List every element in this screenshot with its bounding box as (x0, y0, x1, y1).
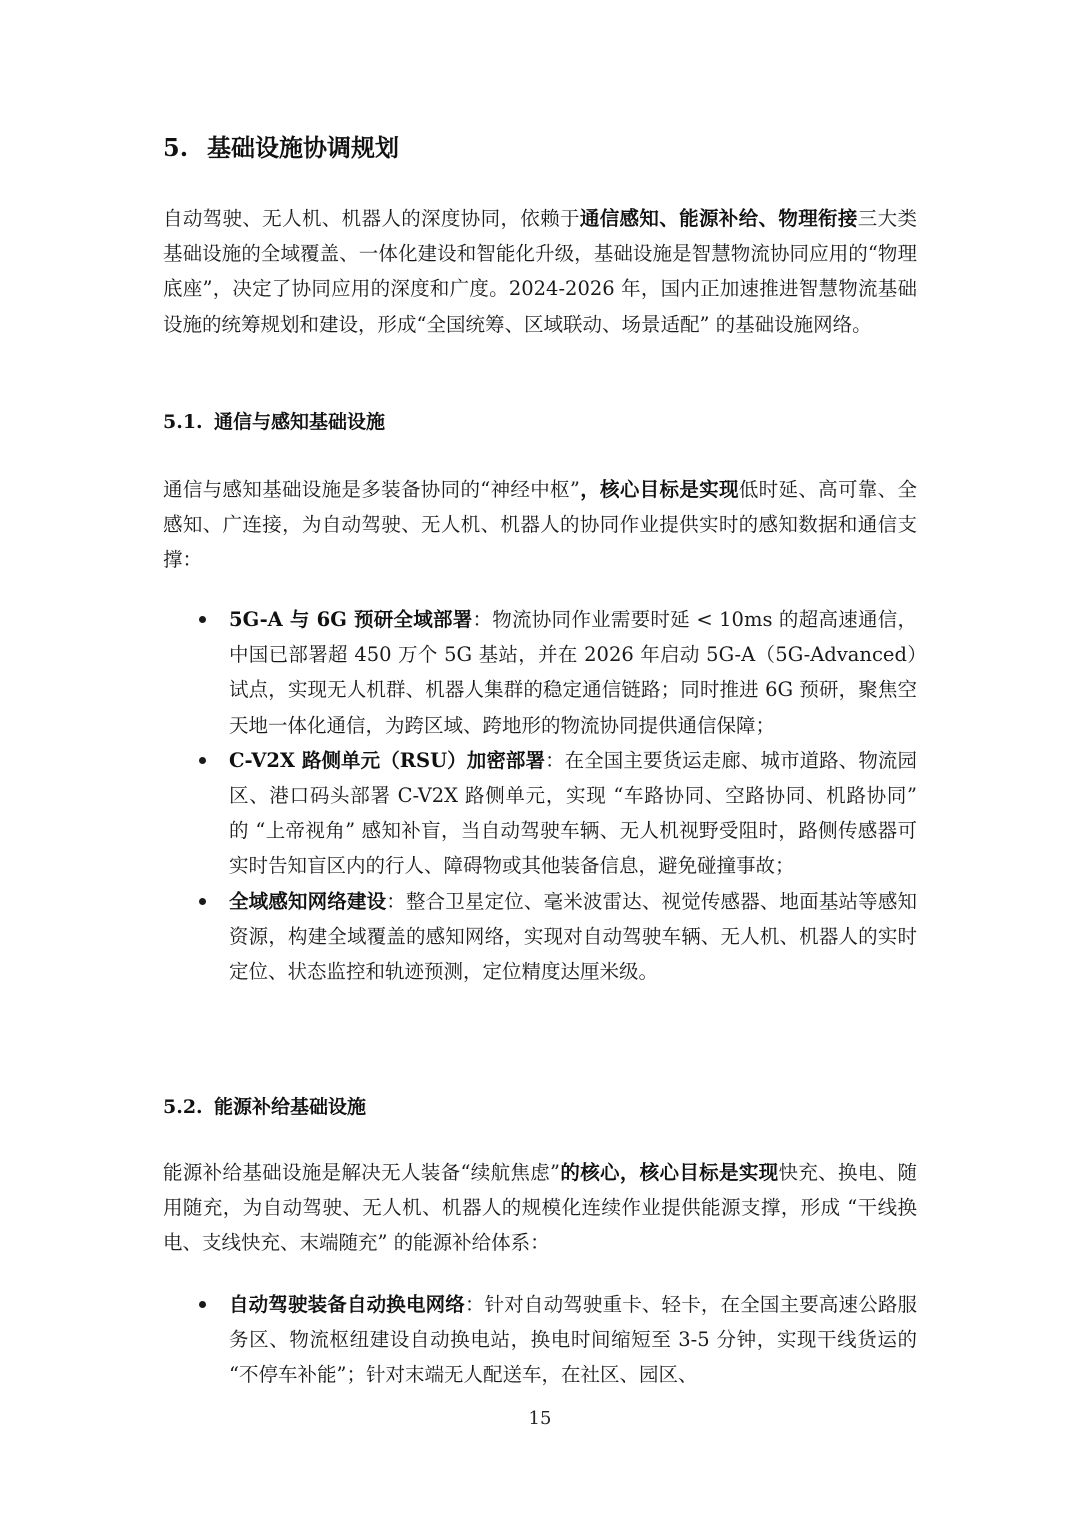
list-item (163, 743, 917, 884)
intro-text-continued: 快充、换电、随用随充，为自动驾驶、无人机、机器人的规模化连续作业提供能源支撑，形成 “干线换电、支线快充、末端随充” 的能源补给体系： (163, 1161, 917, 1255)
list-item-text: ：物流协同作业需要时延 < 10ms 的超高速通信，中国已部署超 450 万个 5G 基站，并在 2026 年启动 5G-A（5G-Advanced）试点，实现无人机群、机器人集群的稳定通信链路；同时推进 6G 预研，聚焦空天地一体化通信，为跨区域、跨地形的物流协同提供通信保障； (229, 608, 917, 737)
list-item-text: ：在全国主要货运走廊、城市道路、物流园区、港口码头部署 C-V2X 路侧单元，实现 “车路协同、空路协同、机路协同” 的 “上帝视角” 感知补盲，当自动驾驶车辆、无人机视野受阻时，路侧传感器可实时告知盲区内的行人、障碍物或其他装备信息，避免碰撞事故； (229, 748, 917, 878)
subsection-5-1-intro-paragraph (163, 472, 917, 578)
energy-infrastructure-list (163, 1287, 917, 1393)
bullet-icon (199, 1301, 206, 1308)
list-item (163, 1287, 917, 1393)
subsection-heading-5-2 (163, 1092, 366, 1122)
list-item (163, 602, 917, 743)
communication-infrastructure-list (163, 602, 917, 989)
list-item-title: C-V2X 路侧单元（RSU）加密部署 (229, 748, 546, 772)
section-intro-paragraph (163, 201, 917, 342)
intro-text: 能源补给基础设施是解决无人装备“续航焦虑” (163, 1161, 561, 1184)
subsection-number: 5.1. (163, 411, 203, 433)
list-item-title: 自动驾驶装备自动换电网络 (229, 1293, 465, 1316)
intro-text-continued: 低时延、高可靠、全感知、广连接，为自动驾驶、无人机、机器人的协同作业提供实时的感知数据和通信支撑： (163, 478, 917, 572)
page-number: 15 (528, 1408, 552, 1429)
intro-text: 自动驾驶、无人机、机器人的深度协同，依赖于 (163, 207, 580, 230)
intro-emphasis: ，核心目标是实现 (579, 478, 739, 501)
bullet-icon (199, 757, 206, 764)
list-item-text: ：整合卫星定位、毫米波雷达、视觉传感器、地面基站等感知资源，构建全域覆盖的感知网络，实现对自动驾驶车辆、无人机、机器人的实时定位、状态监控和轨迹预测，定位精度达厘米级。 (229, 889, 917, 984)
list-item-title: 5G-A 与 6G 预研全域部署 (229, 608, 473, 631)
subsection-number: 5.2. (163, 1096, 203, 1118)
subsection-5-2-intro-paragraph (163, 1155, 917, 1261)
intro-text: 通信与感知基础设施是多装备协同的“神经中枢” (163, 478, 580, 501)
intro-emphasis: 通信感知、能源补给、物理衔接 (579, 207, 858, 230)
subsection-heading-5-1 (163, 407, 385, 437)
intro-text-continued: 三大类基础设施的全域覆盖、一体化建设和智能化升级，基础设施是智慧物流协同应用的“物理底座”，决定了协同应用的深度和广度。2024-2026 年，国内正加速推进智慧物流基础设施的统筹规划和建设，形成“全国统筹、区域联动、场景适配” 的基础设施网络。 (163, 207, 917, 336)
subsection-title: 能源补给基础设施 (214, 1096, 367, 1118)
subsection-title: 通信与感知基础设施 (214, 411, 386, 433)
list-item-text: ：针对自动驾驶重卡、轻卡，在全国主要高速公路服务区、物流枢纽建设自动换电站，换电时间缩短至 3-5 分钟，实现干线货运的 “不停车补能”；针对末端无人配送车，在社区、园区、 (229, 1293, 917, 1387)
intro-emphasis: 的核心，核心目标是实现 (560, 1161, 779, 1184)
section-title: 基础设施协调规划 (207, 133, 399, 162)
section-heading (163, 130, 399, 166)
list-item (163, 884, 917, 990)
section-number: 5. (163, 133, 189, 162)
list-item-title: 全域感知网络建设 (229, 889, 387, 913)
bullet-icon (199, 616, 206, 623)
bullet-icon (199, 898, 206, 905)
